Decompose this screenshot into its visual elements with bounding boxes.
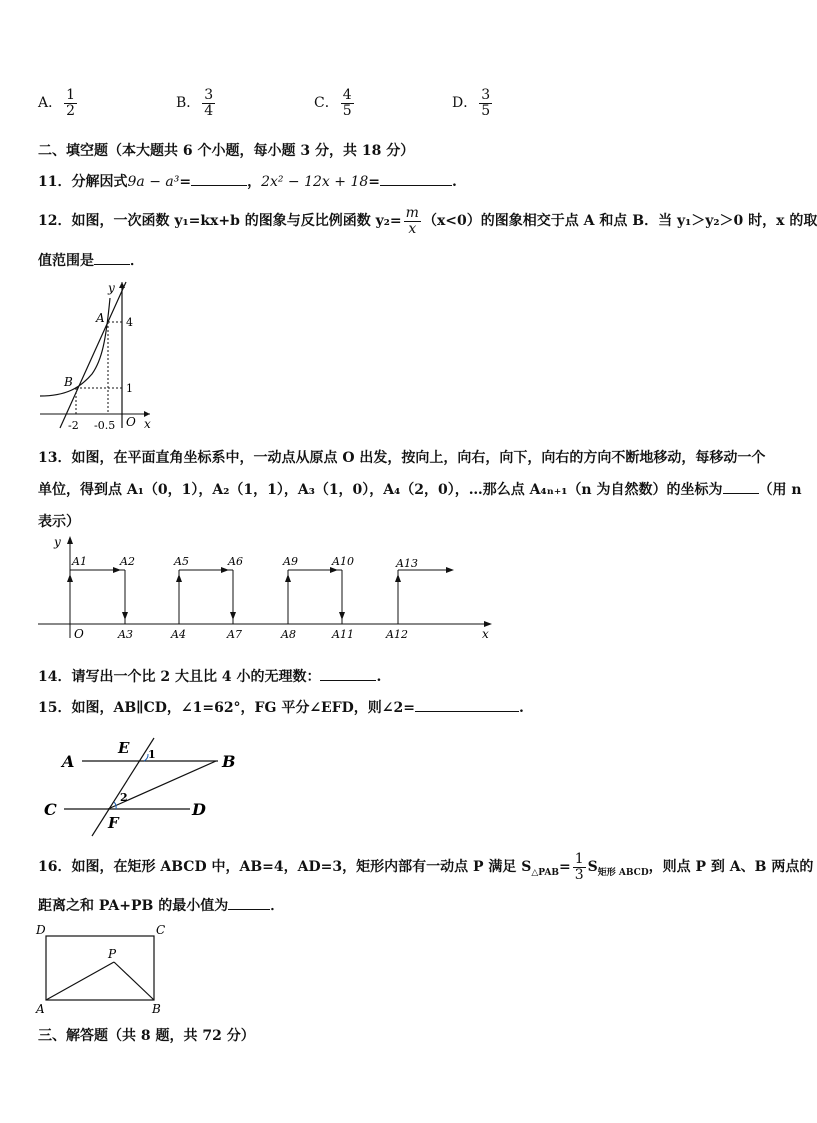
equals: = [559, 859, 571, 876]
denominator: 5 [342, 102, 352, 119]
angle-1-label: 1 [148, 748, 156, 761]
question-12-line1 [38, 206, 817, 236]
denominator: 3 [574, 866, 584, 883]
subscript-triangle-pab: △PAB [531, 867, 559, 878]
point-a-label: A [96, 311, 105, 325]
question-13-line2 [38, 479, 802, 499]
point-label: A3 [118, 628, 133, 641]
choice-letter: B． [176, 95, 201, 112]
y-axis-label: y [108, 281, 115, 295]
y-axis-label: y [54, 535, 61, 549]
q15-text: 15．如图，AB∥CD，∠1=62°，FG 平分∠EFD，则∠2= [38, 700, 416, 716]
point-label: A10 [332, 555, 354, 568]
point-label: A4 [171, 628, 186, 641]
tick-label-4: 4 [126, 316, 133, 329]
segment-pa [46, 962, 114, 1000]
numerator: 4 [342, 87, 352, 103]
question-11 [38, 171, 457, 191]
origin-label: O [126, 415, 136, 429]
question-14 [38, 666, 381, 686]
choice-letter: A． [38, 95, 63, 112]
numerator: m [405, 205, 419, 221]
q12-text-cont: （x<0）的图象相交于点 A 和点 B．当 y₁＞y₂＞0 时，x 的取 [422, 213, 817, 230]
q11-expr1: 9a − a³ [127, 174, 180, 190]
subscript-rect-abcd: 矩形 ABCD [597, 867, 649, 878]
section-heading-fill-blank: 二、填空题（本大题共 6 个小题，每小题 3 分，共 18 分） [38, 143, 415, 159]
area-symbol: S [587, 859, 598, 876]
y-axis-arrow [67, 536, 73, 544]
q13-text: 单位，得到点 A₁（0，1），A₂（1，1），A₃（1，0），A₄（2，0），…那么点 A₄ₙ₊₁（n 为自然数）的坐标为 [38, 482, 723, 498]
q11-answer-blank-1[interactable] [191, 185, 247, 186]
point-e-label: E [118, 739, 130, 757]
point-label: A12 [386, 628, 408, 641]
point-b-label: B [64, 375, 73, 389]
q12-answer-blank[interactable] [94, 264, 130, 265]
question-12-line2 [38, 250, 144, 270]
period: ． [130, 253, 144, 269]
segment-pb [114, 962, 154, 1000]
zigzag-path [70, 570, 450, 624]
numerator: 1 [66, 87, 76, 103]
linear-function-line [60, 282, 126, 428]
period: . [376, 669, 382, 685]
point-f-label: F [108, 814, 119, 832]
numerator: 1 [574, 851, 584, 867]
q11-prompt: 11．分解因式 [38, 174, 128, 190]
section-heading-solutions: 三、解答题（共 8 题，共 72 分） [38, 1028, 255, 1044]
q13-answer-blank[interactable] [723, 493, 759, 494]
question-16-line2 [38, 895, 284, 915]
question-15 [38, 697, 524, 717]
denominator: 5 [481, 102, 491, 119]
period: ． [270, 898, 285, 914]
x-axis-label: x [144, 417, 151, 431]
top-point-labels [71, 555, 418, 570]
point-d-label: D [192, 800, 206, 819]
q15-answer-blank[interactable] [415, 711, 519, 712]
point-c-label: C [44, 800, 57, 819]
q11-answer-blank-2[interactable] [380, 185, 452, 186]
point-b-label: B [152, 1002, 161, 1016]
point-p-label: P [108, 947, 117, 961]
q16-text-line2: 距离之和 PA+PB 的最小值为 [38, 898, 229, 914]
tick-label-neg2: -2 [68, 419, 79, 432]
point-label: A11 [332, 628, 354, 641]
q16-text: 16．如图，在矩形 ABCD 中，AB=4，AD=3，矩形内部有一动点 P 满足 S [38, 859, 532, 876]
point-a-label: A [36, 1002, 45, 1016]
x-axis-label: x [482, 627, 489, 641]
q16-fraction [573, 852, 586, 882]
q14-text: 14．请写出一个比 2 大且比 4 小的无理数： [38, 669, 321, 685]
choice-fraction [341, 88, 354, 118]
q11-expr2: 2x² − 12x + 18 [261, 174, 369, 190]
period: . [519, 700, 524, 716]
angle-2-label: 2 [120, 791, 128, 804]
bottom-point-labels [117, 628, 408, 641]
q14-answer-blank[interactable] [320, 680, 376, 681]
question-16-line1 [38, 852, 813, 882]
q13-path-figure [36, 534, 496, 642]
q15-parallel-lines-figure [40, 730, 250, 840]
q16-rectangle-figure [34, 920, 174, 1016]
point-a-label: A [62, 752, 75, 771]
q13-text-end: （用 n [758, 482, 802, 498]
equals: = [368, 174, 380, 190]
equals: = [179, 174, 192, 190]
q12-graph-figure [38, 278, 158, 434]
choice-fraction [202, 88, 215, 118]
point-label: A8 [281, 628, 296, 641]
question-13-line1: 13．如图，在平面直角坐标系中，一动点从原点 O 出发，按向上，向右，向下，向右的方向不断地移动，每移动一个 [38, 450, 766, 466]
choice-b [176, 88, 217, 118]
point-label: A2 [120, 555, 135, 568]
numerator: 3 [204, 87, 214, 103]
point-b-label: B [222, 752, 236, 771]
point-label: A1 [72, 555, 87, 568]
choice-d [452, 88, 494, 118]
point-label: A9 [283, 555, 298, 568]
choice-letter: C． [314, 95, 339, 112]
q12-text: 12．如图，一次函数 y₁=kx+b 的图象与反比例函数 y₂= [38, 213, 402, 230]
denominator: 4 [204, 102, 214, 119]
point-label: A5 [174, 555, 189, 568]
tick-label-1: 1 [126, 382, 133, 395]
q12-text-line2: 值范围是 [38, 253, 94, 269]
choice-c [314, 88, 356, 118]
tick-label-neg05: -0.5 [94, 419, 116, 432]
choice-letter: D． [452, 95, 478, 112]
period: . [452, 174, 457, 190]
denominator: x [408, 220, 417, 237]
point-label: A7 [227, 628, 242, 641]
q16-answer-blank[interactable] [228, 909, 270, 910]
origin-label: O [74, 627, 84, 641]
comma: ， [247, 174, 262, 190]
numerator: 3 [481, 87, 491, 103]
point-label: A13 [396, 557, 418, 570]
point-d-label: D [36, 923, 46, 937]
choice-fraction [479, 88, 492, 118]
point-label: A6 [228, 555, 243, 568]
point-c-label: C [156, 923, 166, 937]
q12-fraction [404, 206, 421, 236]
question-13-line3: 表示） [38, 514, 80, 530]
choice-fraction [64, 88, 77, 118]
denominator: 2 [66, 102, 76, 119]
q16-text-cont: ，则点 P 到 A、B 两点的 [648, 859, 814, 876]
choice-a [38, 88, 79, 118]
